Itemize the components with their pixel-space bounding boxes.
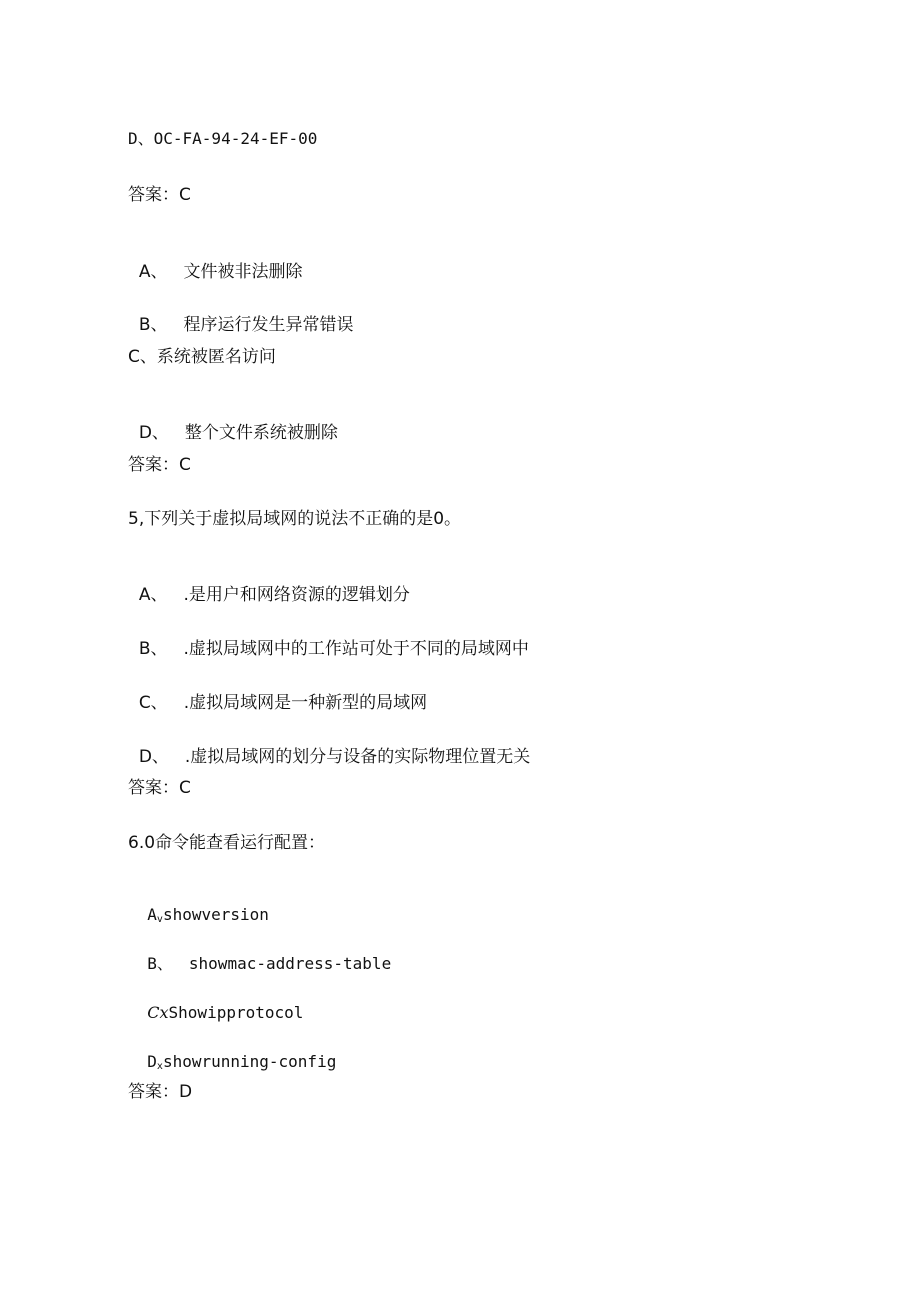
- option-text: .是用户和网络资源的逻辑划分: [183, 585, 410, 605]
- option-letter: B、: [138, 315, 168, 335]
- option-prefix: Cx: [147, 1003, 169, 1022]
- option-letter: A、: [138, 585, 168, 605]
- option-text: showrunning-config: [162, 1052, 337, 1071]
- qx-option-a: [128, 239, 302, 283]
- option-letter-sub: v: [156, 914, 163, 925]
- q4-answer: 答案：C: [128, 185, 191, 205]
- q6-option-c: [128, 980, 303, 1024]
- q5-question: 5,下列关于虚拟局域网的说法不正确的是0。: [128, 509, 462, 529]
- q5-option-c: [128, 670, 427, 714]
- option-text: .虚拟局域网的划分与设备的实际物理位置无关: [184, 747, 531, 767]
- option-text: .虚拟局域网中的工作站可处于不同的局域网中: [183, 639, 529, 659]
- q5-option-a: [128, 562, 410, 606]
- qx-option-b: [128, 292, 353, 336]
- q6-answer: 答案：D: [128, 1082, 193, 1102]
- option-letter: B、: [138, 639, 168, 659]
- option-letter: D、: [138, 747, 169, 767]
- qx-option-c: C、系统被匿名访问: [128, 347, 276, 367]
- q6-option-b: [128, 931, 391, 975]
- q4-option-d: D、OC-FA-94-24-EF-00: [128, 129, 318, 148]
- option-letter: D: [147, 1052, 157, 1071]
- q5-option-b: [128, 616, 529, 660]
- option-letter: A: [147, 905, 157, 924]
- option-letter: C、: [138, 693, 168, 713]
- qx-answer: 答案：C: [128, 455, 191, 475]
- option-text: .虚拟局域网是一种新型的局域网: [183, 693, 428, 713]
- option-letter: B、: [147, 954, 173, 973]
- option-text: 程序运行发生异常错误: [183, 315, 354, 335]
- q5-answer: 答案：C: [128, 778, 191, 798]
- option-text: showmac-address-table: [188, 954, 392, 973]
- option-letter: A、: [138, 262, 168, 282]
- q6-question: 6.0命令能查看运行配置：: [128, 833, 326, 853]
- option-text: Showipprotocol: [168, 1003, 304, 1022]
- q6-option-a: [128, 882, 269, 931]
- qx-option-d: [128, 400, 338, 444]
- option-letter: D、: [138, 423, 169, 443]
- option-text: 整个文件系统被删除: [184, 423, 338, 443]
- option-text: showversion: [162, 905, 269, 924]
- q5-option-d: [128, 724, 530, 768]
- q6-option-d: [128, 1029, 336, 1078]
- option-text: 文件被非法删除: [183, 262, 303, 282]
- option-letter-sub: x: [156, 1061, 163, 1072]
